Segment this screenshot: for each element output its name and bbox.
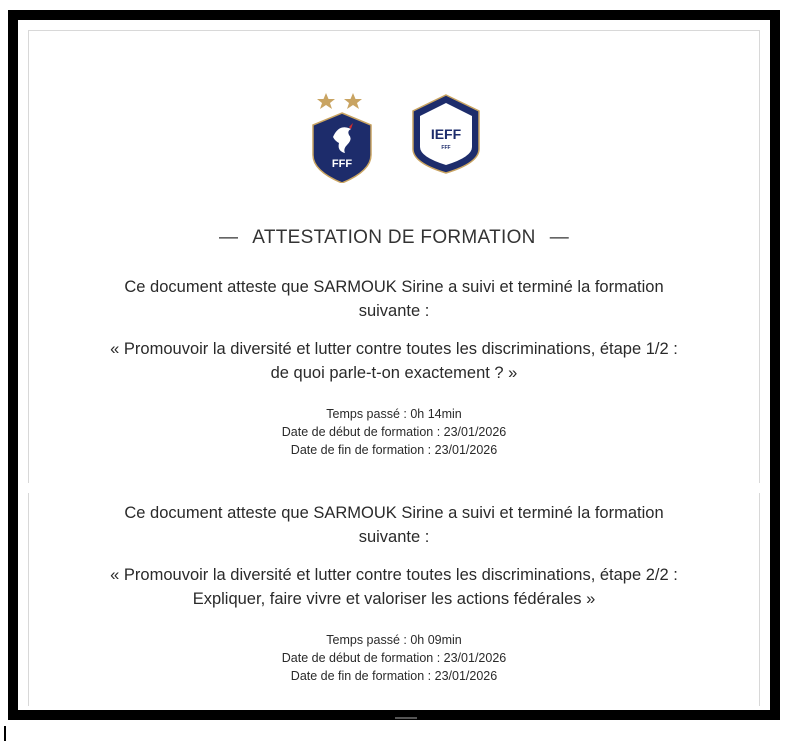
- course-meta: [29, 631, 759, 685]
- statement-line: suivante :: [358, 528, 430, 546]
- page-seam-left: [28, 483, 30, 493]
- star-icon: [317, 93, 335, 109]
- time-spent: Temps passé : 0h 09min: [326, 633, 462, 647]
- document-page: [28, 30, 760, 706]
- fff-logo-text: FFF: [331, 158, 353, 170]
- ieff-logo-text: IEFF: [430, 126, 462, 142]
- closing-divider: [395, 717, 417, 719]
- ieff-logo: [409, 93, 483, 175]
- time-spent: Temps passé : 0h 14min: [326, 407, 462, 421]
- title-text: ATTESTATION DE FORMATION: [252, 227, 536, 248]
- star-icon: [344, 93, 362, 109]
- start-date: Date de début de formation : 23/01/2026: [281, 651, 507, 665]
- course-line: de quoi parle-t-on exactement ? »: [270, 364, 518, 382]
- title-dash-left: —: [218, 227, 239, 248]
- page-title: [29, 227, 759, 249]
- fff-logo: [309, 93, 375, 183]
- course-meta: [29, 405, 759, 459]
- course-title: [29, 563, 759, 611]
- document-frame: [8, 10, 780, 720]
- course-line: « Promouvoir la diversité et lutter contre toutes les discriminations, étape 1/2 :: [110, 340, 678, 358]
- end-date: Date de fin de formation : 23/01/2026: [290, 443, 498, 457]
- statement-line: Ce document atteste que SARMOUK Sirine a suivi et terminé la formation: [124, 504, 664, 522]
- statement-line: Ce document atteste que SARMOUK Sirine a suivi et terminé la formation: [124, 278, 664, 296]
- statement-line: suivante :: [358, 302, 430, 320]
- course-line: « Promouvoir la diversité et lutter contre toutes les discriminations, étape 2/2 :: [110, 566, 678, 584]
- course-line: Expliquer, faire vivre et valoriser les actions fédérales »: [192, 590, 596, 608]
- course-title: [29, 337, 759, 385]
- start-date: Date de début de formation : 23/01/2026: [281, 425, 507, 439]
- attestation-statement: [29, 501, 759, 549]
- page-seam-right: [758, 483, 760, 493]
- title-dash-right: —: [549, 227, 570, 248]
- attestation-statement: [29, 275, 759, 323]
- logo-row: [29, 79, 759, 189]
- text-cursor: [4, 726, 6, 741]
- end-date: Date de fin de formation : 23/01/2026: [290, 669, 498, 683]
- ieff-logo-subtext: FFF: [441, 145, 451, 151]
